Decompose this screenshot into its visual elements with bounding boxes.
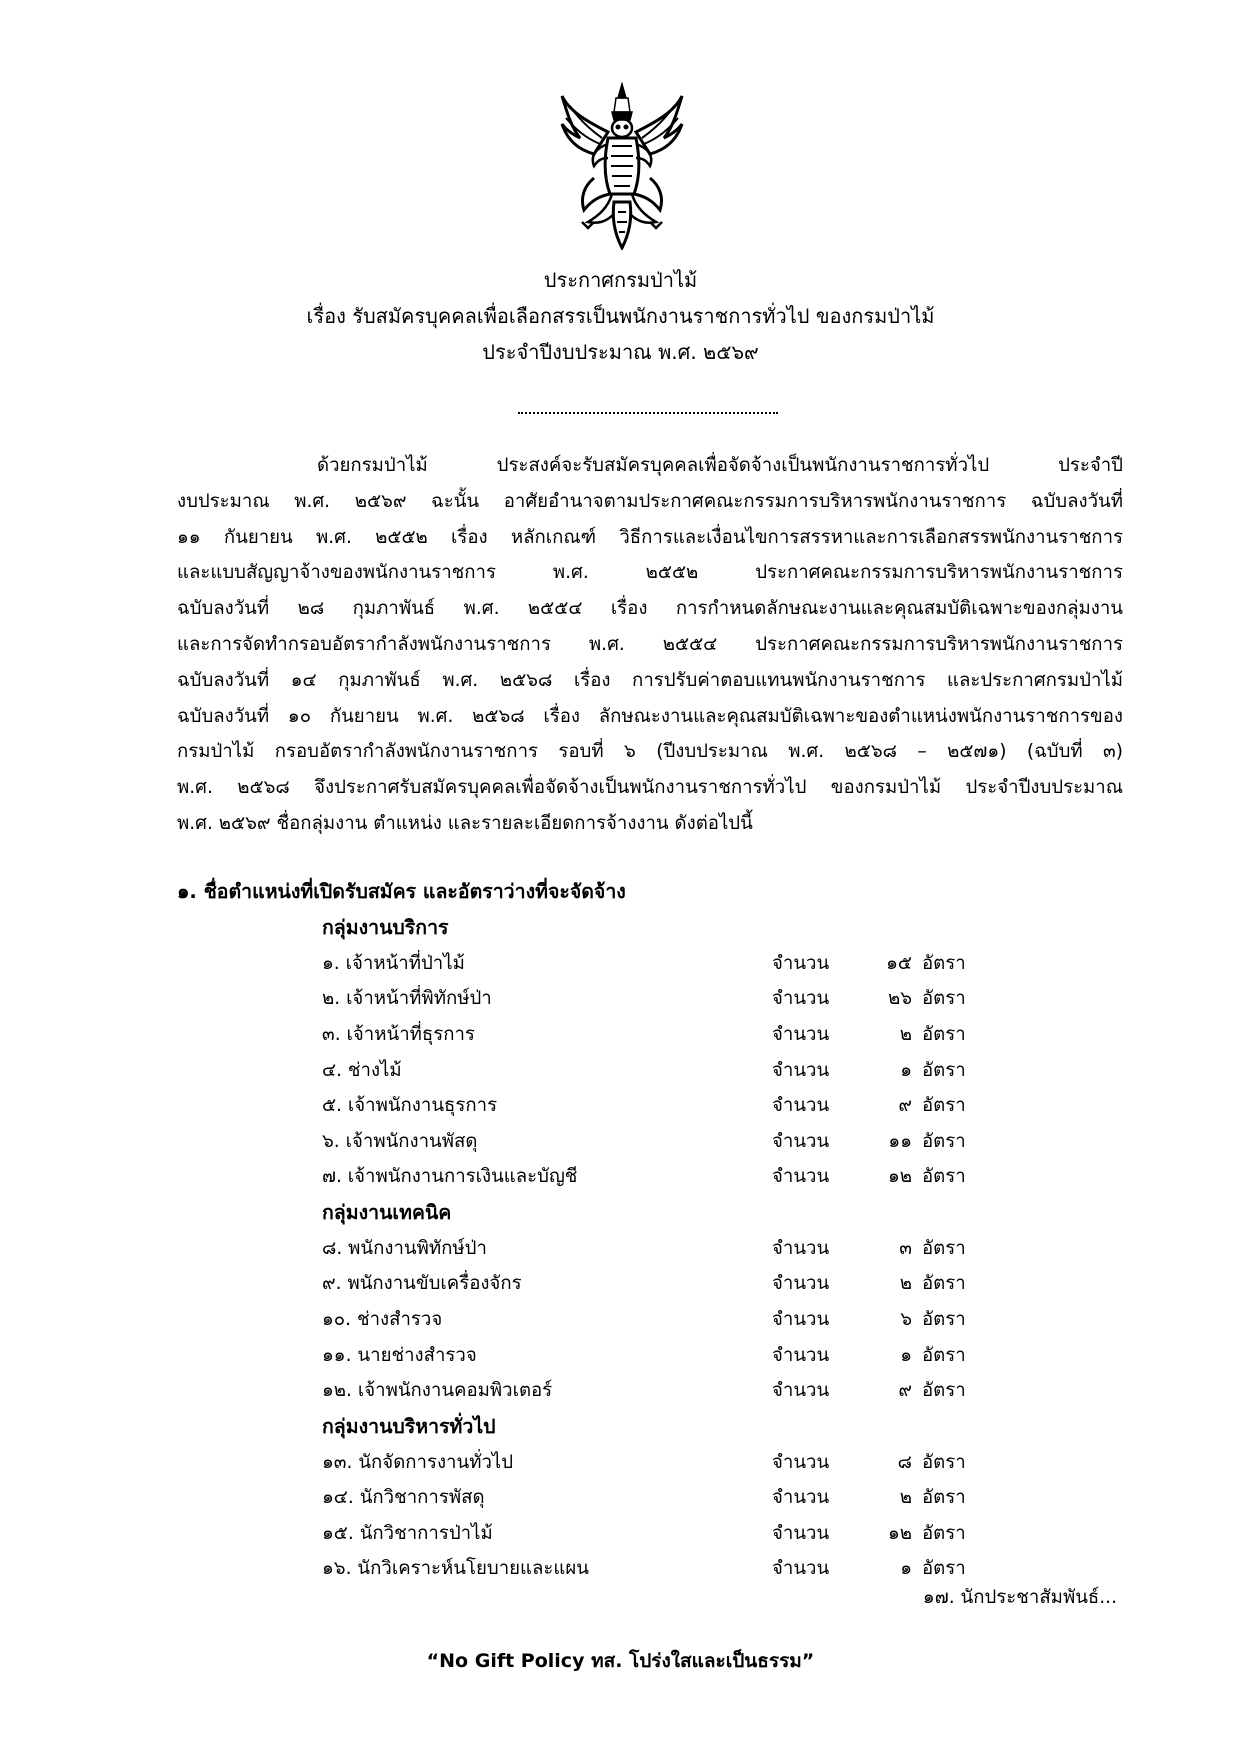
position-count: ๙: [898, 1095, 912, 1117]
count-label: จำนวน: [772, 952, 830, 974]
unit-label: อัตรา: [922, 1130, 966, 1152]
unit-label: อัตรา: [922, 1059, 966, 1081]
unit-label: อัตรา: [922, 1558, 966, 1580]
position-count: ๑: [900, 1558, 912, 1580]
count-label: จำนวน: [772, 1130, 830, 1152]
position-row: [322, 1480, 1082, 1516]
position-name: ๑๑. นายช่างสำรวจ: [322, 1344, 477, 1366]
continued-marker: ๑๗. นักประชาสัมพันธ์...: [922, 1587, 1117, 1608]
unit-label: อัตรา: [922, 1451, 966, 1473]
position-name: ๑๔. นักวิชาการพัสดุ: [322, 1487, 485, 1509]
count-label: จำนวน: [772, 1273, 830, 1295]
body-line: ด้วยกรมป่าไม้ ประสงค์จะรับสมัครบุคคลเพื่อจัดจ้างเป็นพนักงานราชการทั่วไป ประจำปี: [317, 455, 1123, 476]
position-count: ๑: [900, 1344, 912, 1366]
position-row: [322, 1053, 1082, 1089]
footer-slogan: “No Gift Policy ทส. โปร่งใสและเป็นธรรม”: [426, 1650, 815, 1672]
unit-label: อัตรา: [922, 1166, 966, 1188]
group-title: กลุ่มงานบริหารทั่วไป: [322, 1414, 496, 1438]
count-label: จำนวน: [772, 1059, 830, 1081]
count-label: จำนวน: [772, 1237, 830, 1259]
position-name: ๘. พนักงานพิทักษ์ป่า: [322, 1237, 487, 1259]
dotted-separator: [518, 412, 778, 414]
position-name: ๖. เจ้าพนักงานพัสดุ: [322, 1130, 478, 1152]
position-name: ๑๕. นักวิชาการป่าไม้: [322, 1522, 493, 1544]
unit-label: อัตรา: [922, 988, 966, 1010]
section-1-title: ๑. ชื่อตำแหน่งที่เปิดรับสมัคร และอัตราว่างที่จะจัดจ้าง: [177, 880, 626, 903]
body-line: พ.ศ. ๒๕๖๙ ชื่อกลุ่มงาน ตำแหน่ง และรายละเอียดการจ้างงาน ดังต่อไปนี้: [177, 812, 753, 834]
count-label: จำนวน: [772, 988, 830, 1010]
body-line: และการจัดทำกรอบอัตรากำลังพนักงานราชการ พ.ศ. ๒๕๕๔ ประกาศคณะกรรมการบริหารพนักงานราชการ: [177, 633, 1123, 655]
body-line: ฉบับลงวันที่ ๒๘ กุมภาพันธ์ พ.ศ. ๒๕๕๔ เรื่อง การกำหนดลักษณะงานและคุณสมบัติเฉพาะของกลุ่มงาน: [177, 598, 1123, 620]
position-count: ๒: [899, 1023, 912, 1045]
position-count: ๖: [900, 1308, 912, 1330]
position-row: [322, 946, 1082, 982]
position-name: ๗. เจ้าพนักงานการเงินและบัญชี: [322, 1166, 578, 1188]
position-name: ๑๖. นักวิเคราะห์นโยบายและแผน: [322, 1558, 589, 1580]
position-count: ๑๕: [886, 952, 912, 974]
position-name: ๑๓. นักจัดการงานทั่วไป: [322, 1451, 514, 1473]
position-count: ๑๒: [887, 1166, 912, 1188]
body-line: และแบบสัญญาจ้างของพนักงานราชการ พ.ศ. ๒๕๕๒ ประกาศคณะกรรมการบริหารพนักงานราชการ: [177, 562, 1123, 584]
body-line: งบประมาณ พ.ศ. ๒๕๖๙ ฉะนั้น อาศัยอำนาจตามประกาศคณะกรรมการบริหารพนักงานราชการ ฉบับลงวันที่: [177, 490, 1123, 512]
position-name: ๓. เจ้าหน้าที่ธุรการ: [322, 1023, 475, 1045]
position-count: ๑๑: [888, 1130, 912, 1152]
position-count: ๙: [898, 1380, 912, 1402]
position-row: [322, 1124, 1082, 1160]
unit-label: อัตรา: [922, 1380, 966, 1402]
position-count: ๒๖: [887, 988, 912, 1010]
position-row: [322, 1516, 1082, 1552]
position-name: ๑. เจ้าหน้าที่ป่าไม้: [322, 952, 465, 974]
position-row: [322, 1231, 1082, 1267]
position-row: [322, 981, 1082, 1017]
position-count: ๒: [899, 1273, 912, 1295]
position-name: ๙. พนักงานขับเครื่องจักร: [322, 1273, 522, 1295]
unit-label: อัตรา: [922, 1237, 966, 1259]
count-label: จำนวน: [772, 1558, 830, 1580]
unit-label: อัตรา: [922, 952, 966, 974]
position-row: [322, 1338, 1082, 1374]
count-label: จำนวน: [772, 1487, 830, 1509]
count-label: จำนวน: [772, 1451, 830, 1473]
garuda-emblem-icon: [558, 82, 686, 250]
position-count: ๑: [900, 1059, 912, 1081]
unit-label: อัตรา: [922, 1273, 966, 1295]
position-count: ๓: [899, 1237, 912, 1259]
announcement-title: ประกาศกรมป่าไม้: [543, 268, 698, 292]
unit-label: อัตรา: [922, 1095, 966, 1117]
unit-label: อัตรา: [922, 1308, 966, 1330]
position-count: ๒: [899, 1487, 912, 1509]
count-label: จำนวน: [772, 1344, 830, 1366]
body-line: ฉบับลงวันที่ ๑๔ กุมภาพันธ์ พ.ศ. ๒๕๖๘ เรื่อง การปรับค่าตอบแทนพนักงานราชการ และประกาศกรมป่าไม้: [177, 669, 1123, 691]
position-row: [322, 1088, 1082, 1124]
position-row: [322, 1017, 1082, 1053]
count-label: จำนวน: [772, 1095, 830, 1117]
group-title: กลุ่มงานบริการ: [322, 916, 449, 939]
unit-label: อัตรา: [922, 1023, 966, 1045]
unit-label: อัตรา: [922, 1487, 966, 1509]
body-line: พ.ศ. ๒๕๖๘ จึงประกาศรับสมัครบุคคลเพื่อจัดจ้างเป็นพนักงานราชการทั่วไป ของกรมป่าไม้ ประจำปีงบประมาณ: [177, 777, 1123, 799]
position-row: [322, 1266, 1082, 1302]
count-label: จำนวน: [772, 1380, 830, 1402]
count-label: จำนวน: [772, 1166, 830, 1188]
positions-list: [322, 910, 1082, 1587]
position-name: ๑๐. ช่างสำรวจ: [322, 1308, 443, 1330]
body-line: ฉบับลงวันที่ ๑๐ กันยายน พ.ศ. ๒๕๖๘ เรื่อง ลักษณะงานและคุณสมบัติเฉพาะของตำแหน่งพนักงานราชการของ: [177, 705, 1123, 727]
announcement-subject: เรื่อง รับสมัครบุคคลเพื่อเลือกสรรเป็นพนักงานราชการทั่วไป ของกรมป่าไม้: [306, 304, 935, 328]
position-row: [322, 1445, 1082, 1481]
position-row: [322, 1373, 1082, 1409]
announcement-header: [0, 262, 1241, 370]
unit-label: อัตรา: [922, 1344, 966, 1366]
position-count: ๑๒: [887, 1522, 912, 1544]
body-line: กรมป่าไม้ กรอบอัตรากำลังพนักงานราชการ รอบที่ ๖ (ปีงบประมาณ พ.ศ. ๒๕๖๘ – ๒๕๗๑) (ฉบับที่ ๓): [177, 741, 1123, 763]
count-label: จำนวน: [772, 1308, 830, 1330]
position-name: ๔. ช่างไม้: [322, 1059, 402, 1081]
unit-label: อัตรา: [922, 1522, 966, 1544]
count-label: จำนวน: [772, 1522, 830, 1544]
position-count: ๘: [897, 1451, 912, 1473]
count-label: จำนวน: [772, 1023, 830, 1045]
group-title: กลุ่มงานเทคนิค: [322, 1200, 452, 1224]
announcement-fiscal-year: ประจำปีงบประมาณ พ.ศ. ๒๕๖๙: [482, 340, 759, 364]
announcement-body: [177, 448, 1123, 842]
position-row: [322, 1159, 1082, 1195]
position-name: ๕. เจ้าพนักงานธุรการ: [322, 1095, 498, 1117]
position-row: [322, 1302, 1082, 1338]
position-name: ๒. เจ้าหน้าที่พิทักษ์ป่า: [322, 988, 492, 1010]
body-line: ๑๑ กันยายน พ.ศ. ๒๕๕๒ เรื่อง หลักเกณฑ์ วิธีการและเงื่อนไขการสรรหาและการเลือกสรรพนักงานราชการ: [177, 526, 1123, 548]
position-name: ๑๒. เจ้าพนักงานคอมพิวเตอร์: [322, 1380, 553, 1402]
